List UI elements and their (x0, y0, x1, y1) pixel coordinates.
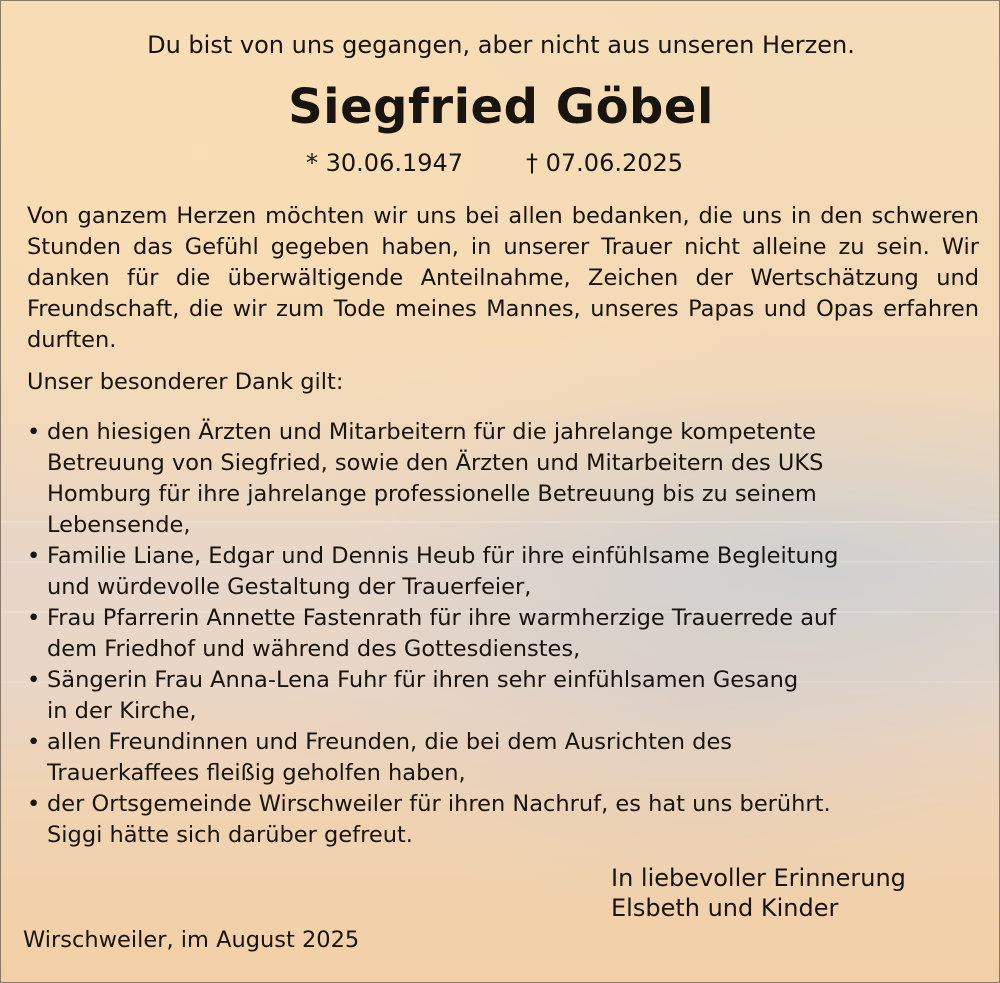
list-item (27, 727, 838, 789)
list-item-line: und würdevolle Gestaltung der Trauerfeier, (47, 574, 532, 600)
list-item-line: Homburg für ihre jahrelange professionelle Betreuung bis zu seinem (47, 481, 817, 507)
list-item-line: Sängerin Frau Anna-Lena Fuhr für ihren sehr einfühlsamen Gesang (47, 667, 799, 693)
bullet-icon: • (27, 667, 41, 693)
list-item-line: dem Friedhof und während des Gottesdienstes, (47, 636, 581, 662)
bullet-icon: • (27, 605, 41, 631)
bullet-icon: • (27, 791, 41, 817)
place-and-date: Wirschweiler, im August 2025 (23, 927, 360, 953)
list-item (27, 541, 838, 603)
thank-you-text: Von ganzem Herzen möchten wir uns bei allen bedanken, die uns in den schweren Stunden das Gefühl gegeben haben, in unserer Trauer nicht alleine zu sein. Wir danken für die überwältigende Anteilnahme, Zeichen der Wertschätzung und Freundschaft, die wir zum Tode meines Mannes, unseres Papas und Opas erfahren durften. (27, 203, 979, 353)
thanks-list (27, 417, 838, 851)
signoff-line-1: In liebevoller Erinnerung (611, 864, 906, 892)
list-item-line: der Ortsgemeinde Wirschweiler für ihren Nachruf, es hat uns berührt. (47, 791, 831, 817)
deceased-name: Siegfried Göbel (288, 79, 714, 135)
list-item-line: Trauerkaffees fleißig geholfen haben, (47, 760, 466, 786)
list-item-line: den hiesigen Ärzten und Mitarbeitern für die jahrelange kompetente (47, 419, 816, 445)
signoff-line-2: Elsbeth und Kinder (611, 894, 839, 922)
list-item (27, 789, 838, 851)
list-item-line: Frau Pfarrerin Annette Fastenrath für ihre warmherzige Trauerrede auf (47, 605, 837, 631)
list-item-line: Lebensende, (47, 512, 191, 538)
list-item-line: Siggi hätte sich darüber gefreut. (47, 822, 413, 848)
death-date: † 07.06.2025 (526, 149, 684, 177)
list-item (27, 603, 838, 665)
motto: Du bist von uns gegangen, aber nicht aus unseren Herzen. (147, 31, 855, 59)
list-item (27, 665, 838, 727)
list-item (27, 417, 838, 541)
list-item-line: Familie Liane, Edgar und Dennis Heub für ihre einfühlsame Begleitung (47, 543, 839, 569)
bullet-icon: • (27, 729, 41, 755)
list-item-line: in der Kirche, (47, 698, 197, 724)
special-thanks-heading: Unser besonderer Dank gilt: (27, 369, 344, 395)
list-item-line: allen Freundinnen und Freunden, die bei dem Ausrichten des (47, 729, 733, 755)
list-item-line: Betreuung von Siegfried, sowie den Ärzten und Mitarbeitern des UKS (47, 450, 824, 476)
bullet-icon: • (27, 543, 41, 569)
bullet-icon: • (27, 419, 41, 445)
birth-date: * 30.06.1947 (306, 149, 464, 177)
